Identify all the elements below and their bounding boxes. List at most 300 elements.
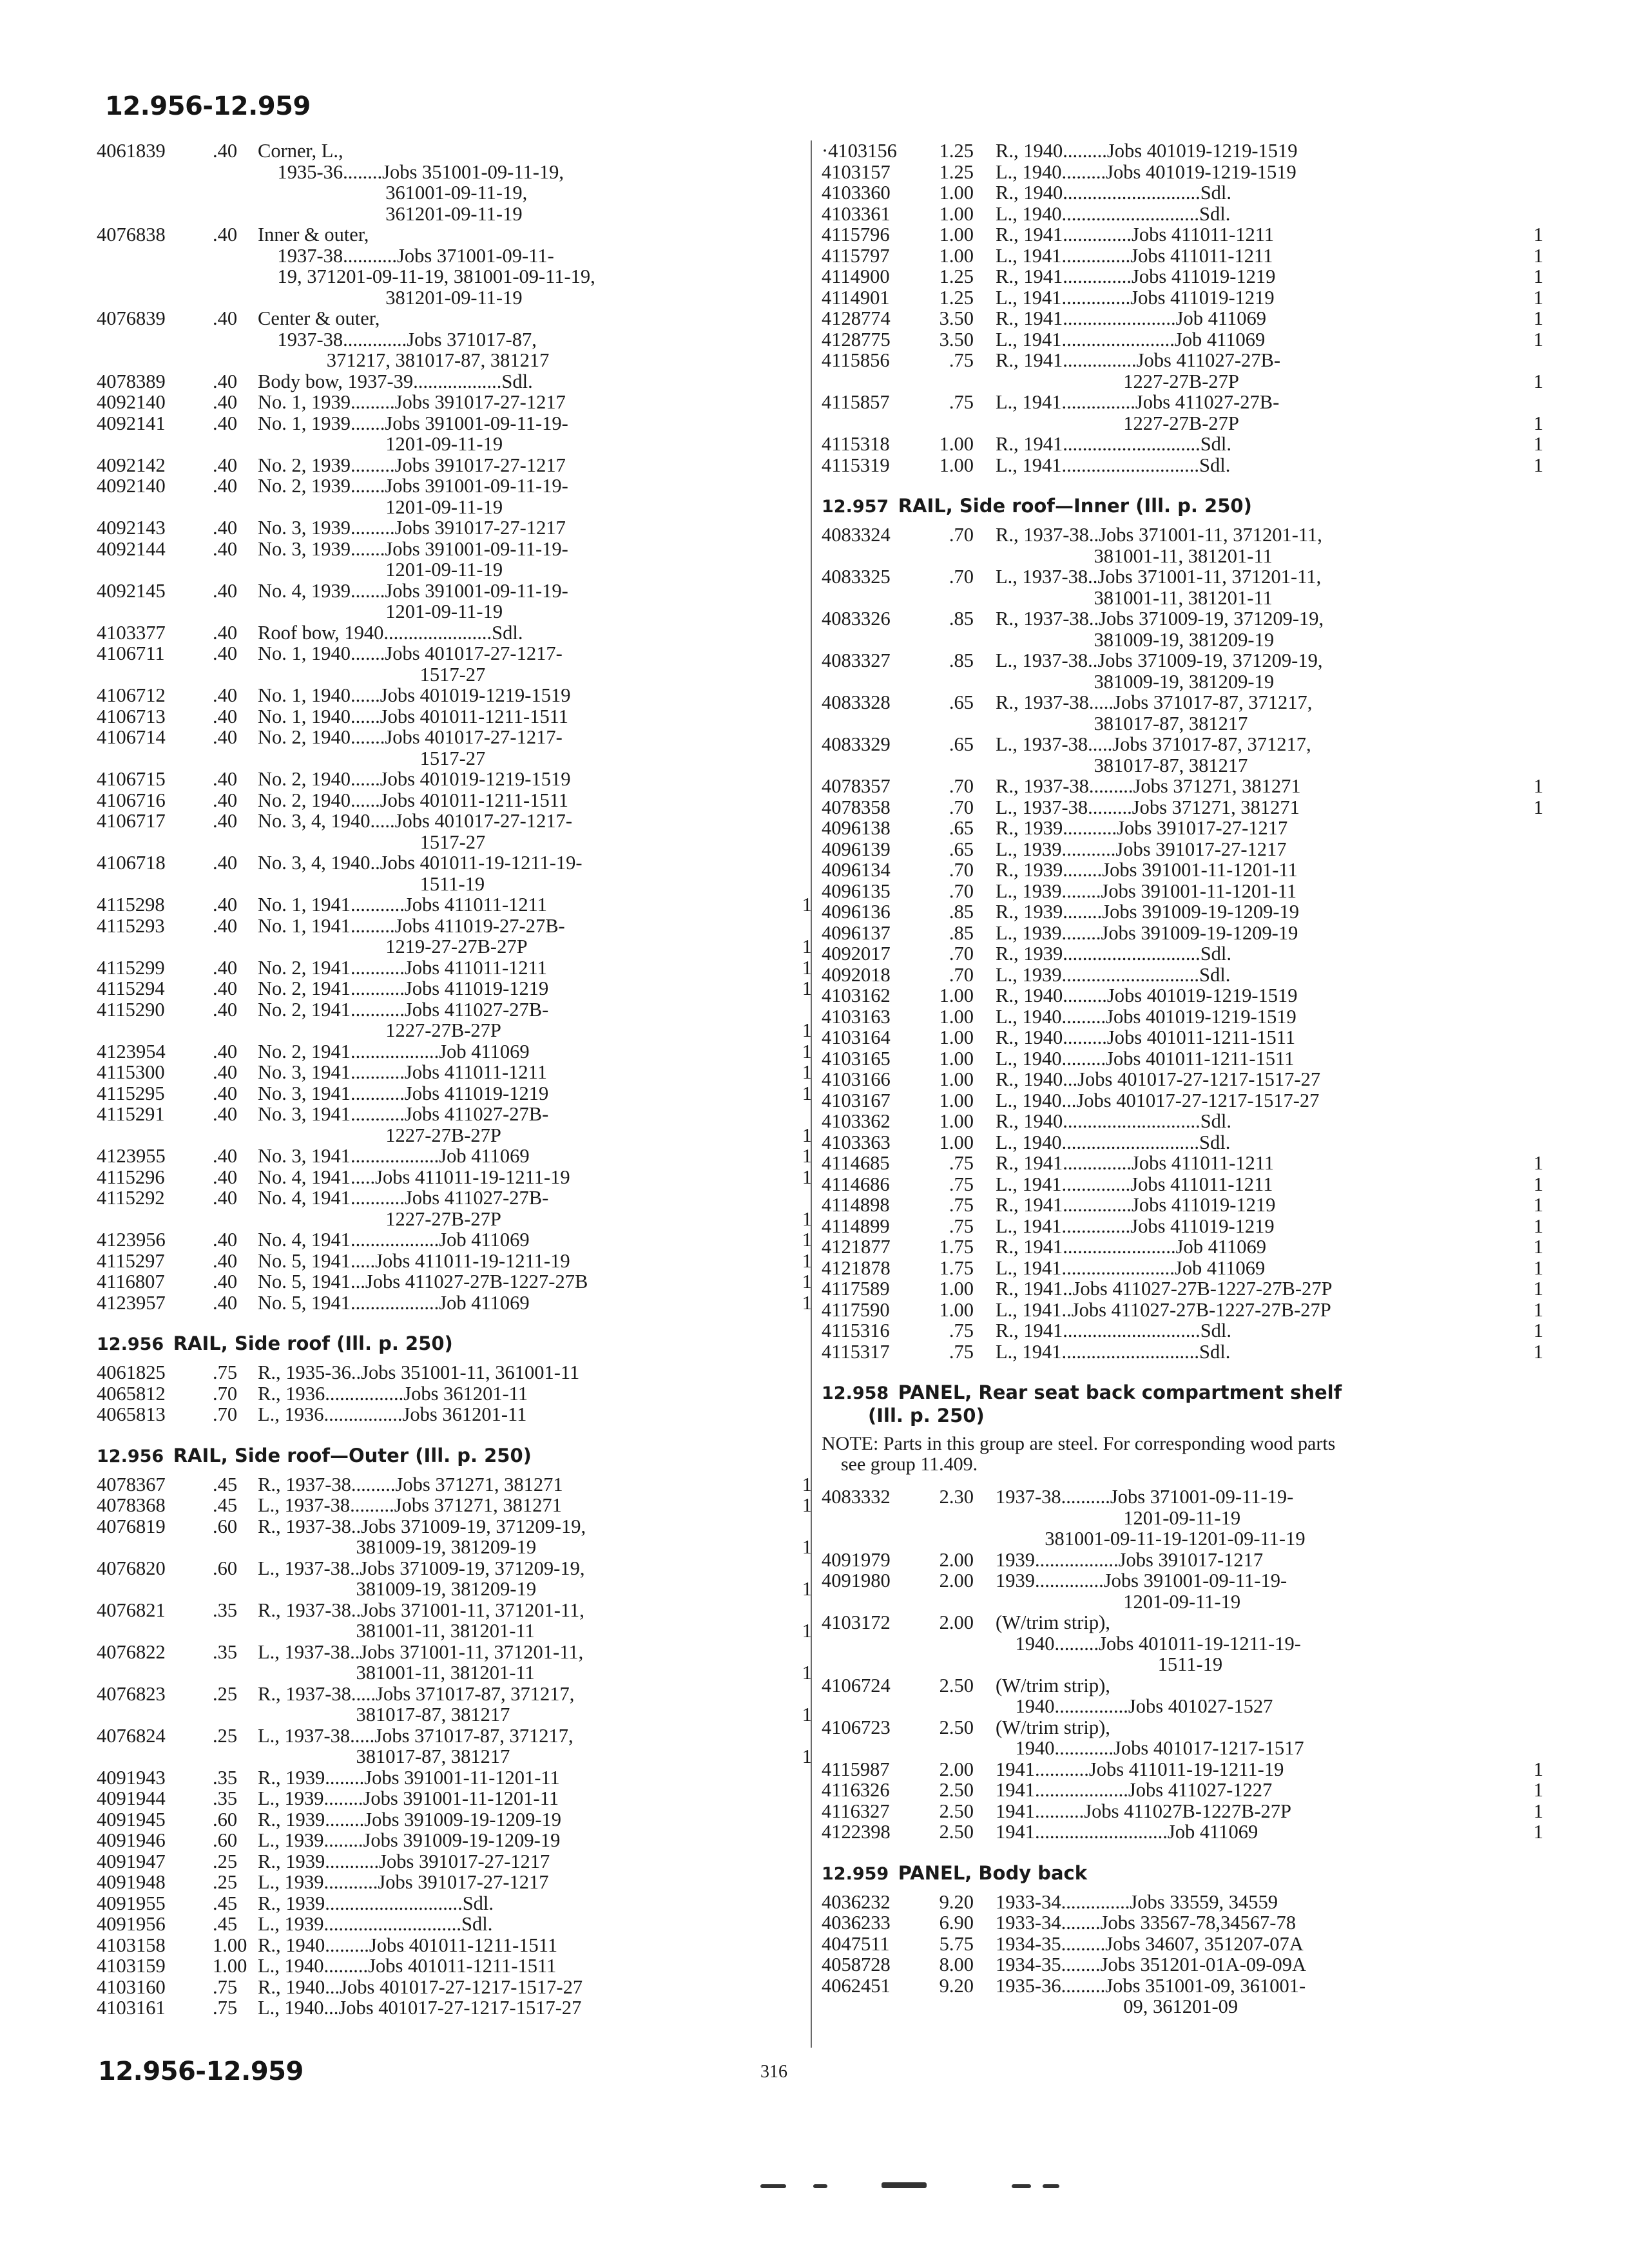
catalog-entry-line	[97, 622, 812, 644]
part-number: 4078389	[97, 370, 166, 392]
catalog-entry-line	[97, 1020, 812, 1041]
catalog-entry-line	[97, 287, 812, 309]
part-number: 4103164	[822, 1026, 891, 1048]
description: 1227-27B-27P	[996, 412, 1239, 434]
part-number: 4078357	[822, 775, 891, 797]
quantity: 1	[802, 1291, 812, 1314]
catalog-entry-line	[97, 1474, 812, 1495]
catalog-entry-line	[822, 776, 1543, 797]
catalog-entry-line	[97, 685, 812, 706]
catalog-entry-line	[97, 1809, 812, 1831]
description: Inner & outer,	[258, 224, 369, 245]
part-number: 4058728	[822, 1954, 891, 1975]
part-number: 4106724	[822, 1674, 891, 1696]
quantity: 1	[1533, 265, 1543, 287]
price: .75	[949, 349, 974, 371]
description: L., 1940...Jobs 401017-27-1217-1517-27	[996, 1089, 1320, 1111]
catalog-entry-line	[822, 629, 1543, 651]
page-header-top: 12.956-12.959	[105, 91, 311, 121]
catalog-entry-line	[822, 1195, 1543, 1216]
price: 1.00	[939, 1298, 974, 1321]
part-number: 4106713	[97, 705, 166, 727]
description: 1940............Jobs 401017-1217-1517	[996, 1737, 1304, 1759]
price: 1.25	[939, 160, 974, 183]
description: R., 1940.........Jobs 401011-1211-1511	[996, 1026, 1296, 1048]
part-number: 4115318	[822, 433, 890, 455]
price: .45	[213, 1892, 238, 1914]
part-number: 4083329	[822, 733, 891, 755]
catalog-entry-line	[97, 1935, 812, 1956]
description: No. 1, 1939.........Jobs 391017-27-1217	[258, 391, 566, 413]
price: .40	[213, 998, 238, 1021]
part-number: 4123956	[97, 1229, 166, 1251]
quantity: 1	[1533, 1320, 1543, 1341]
part-number: 4115297	[97, 1249, 165, 1272]
part-number: 4114898	[822, 1194, 890, 1216]
quantity: 1	[802, 1207, 812, 1230]
catalog-entry-line	[822, 818, 1543, 839]
catalog-entry-line	[97, 1229, 812, 1251]
section-heading-12-956-side-roof	[97, 1332, 812, 1356]
part-number: 4114901	[822, 286, 890, 309]
description: L., 1939........Jobs 391001-11-1201-11	[258, 1787, 559, 1809]
catalog-entry-line	[97, 413, 812, 434]
scan-mark	[760, 2184, 786, 2188]
catalog-entry-line	[97, 1684, 812, 1705]
quantity: 1	[1533, 286, 1543, 309]
price: .75	[949, 1194, 974, 1216]
catalog-entry-line	[822, 671, 1543, 693]
quantity: 1	[802, 1082, 812, 1104]
price: 8.00	[939, 1954, 974, 1975]
catalog-entry-line	[97, 1914, 812, 1935]
price: .85	[949, 649, 974, 671]
price: .40	[213, 977, 238, 999]
price: 2.00	[939, 1570, 974, 1591]
quantity: 1	[1533, 1340, 1543, 1363]
part-number: 4117590	[822, 1298, 890, 1321]
price: .85	[949, 901, 974, 923]
description: No. 2, 1940......Jobs 401019-1219-1519	[258, 768, 571, 790]
part-number: 4115292	[97, 1187, 165, 1209]
price: .40	[213, 537, 238, 560]
catalog-entry-line	[822, 1570, 1543, 1591]
price: .40	[213, 391, 238, 413]
description: 1511-19	[996, 1653, 1223, 1675]
price: .40	[213, 454, 238, 476]
catalog-entry-line	[822, 1320, 1543, 1341]
left-entries-side-roof	[97, 1362, 812, 1425]
price: .40	[213, 1103, 238, 1125]
catalog-entry-line	[97, 162, 812, 183]
catalog-entry-line	[97, 224, 812, 245]
description: 361201-09-11-19	[258, 202, 523, 225]
catalog-entry-line	[97, 1293, 812, 1314]
description: 381017-87, 381217	[996, 754, 1248, 776]
price: .40	[213, 810, 238, 832]
description: L., 1937-38..Jobs 371001-11, 371201-11,	[996, 566, 1322, 588]
description: L., 1941...............Jobs 411027-27B-	[996, 391, 1280, 413]
part-number: 4092140	[97, 391, 166, 413]
part-number: 4091943	[97, 1766, 166, 1789]
price: .60	[213, 1515, 238, 1537]
part-number: 4115857	[822, 391, 890, 413]
description: 1935-36.........Jobs 351001-09, 361001-	[996, 1974, 1306, 1997]
section-title-line-2: (Ill. p. 250)	[868, 1405, 985, 1427]
scan-mark	[882, 2182, 927, 2188]
section-title: Side roof (Ill. p. 250)	[227, 1332, 453, 1354]
part-number: 4103163	[822, 1005, 891, 1028]
price: .40	[213, 1082, 238, 1104]
description: R., 1941..............Jobs 411011-1211	[996, 1152, 1275, 1174]
price: .40	[213, 1040, 238, 1062]
description: (W/trim strip),	[996, 1716, 1110, 1738]
catalog-entry-line	[97, 350, 812, 371]
price: 1.00	[939, 1278, 974, 1300]
catalog-entry-line	[822, 140, 1543, 162]
description: L., 1939........Jobs 391009-19-1209-19	[258, 1829, 561, 1851]
quantity: 1	[802, 977, 812, 999]
description: L., 1937-38.........Jobs 371271, 381271	[258, 1494, 562, 1516]
catalog-entry-line	[97, 643, 812, 664]
catalog-entry-line	[822, 1975, 1543, 1997]
description: 381009-19, 381209-19	[996, 670, 1275, 693]
description: No. 1, 1940......Jobs 401011-1211-1511	[258, 705, 569, 727]
part-number: 4115295	[97, 1082, 165, 1104]
description: R., 1941.......................Job 411069	[996, 1236, 1266, 1258]
description: L., 1941.......................Job 411069	[996, 328, 1266, 351]
price: 1.00	[939, 244, 974, 267]
catalog-entry-line	[822, 245, 1543, 267]
description: R., 1941..............Jobs 411019-1219	[996, 1194, 1276, 1216]
description: 1933-34........Jobs 33567-78,34567-78	[996, 1912, 1296, 1934]
description: No. 3, 1939.......Jobs 391001-09-11-19-	[258, 537, 568, 560]
section-name: RAIL,	[898, 495, 953, 517]
catalog-entry-line	[97, 581, 812, 602]
price: .45	[213, 1494, 238, 1516]
description: No. 3, 1941...........Jobs 411019-1219	[258, 1082, 549, 1104]
price: .70	[949, 775, 974, 797]
catalog-entry-line	[97, 1167, 812, 1188]
catalog-entry-line	[97, 727, 812, 748]
catalog-entry-line	[822, 1738, 1543, 1759]
price: 1.25	[939, 140, 974, 162]
catalog-entry-line	[822, 162, 1543, 183]
price: 2.00	[939, 1758, 974, 1780]
price: .40	[213, 705, 238, 727]
part-number: 4115300	[97, 1061, 165, 1083]
part-number: 4076819	[97, 1515, 166, 1537]
part-number: 4083328	[822, 691, 891, 713]
price: .85	[949, 921, 974, 944]
part-number: 4076838	[97, 224, 166, 245]
description: Roof bow, 1940......................Sdl.	[258, 621, 523, 644]
description: 1201-09-11-19	[996, 1590, 1241, 1613]
part-number: 4091947	[97, 1850, 166, 1872]
price: .40	[213, 1187, 238, 1209]
part-number: 4076823	[97, 1682, 166, 1705]
quantity: 1	[1533, 1758, 1543, 1780]
description: 1227-27B-27P	[258, 1019, 501, 1041]
quantity: 1	[802, 894, 812, 916]
price: .40	[213, 475, 238, 497]
catalog-entry-line	[822, 434, 1543, 455]
description: Center & outer,	[258, 307, 380, 329]
section-title: Side roof—Outer (Ill. p. 250)	[227, 1444, 532, 1466]
catalog-entry-line	[822, 1780, 1543, 1801]
description: R., 1937-38.....Jobs 371017-87, 371217,	[996, 691, 1313, 713]
price: 1.00	[939, 1110, 974, 1132]
price: .40	[213, 956, 238, 979]
price: .40	[213, 621, 238, 644]
description: L., 1937-38..Jobs 371009-19, 371209-19,	[996, 649, 1323, 671]
section-heading-12-958	[822, 1381, 1543, 1427]
right-entries-shelf	[822, 1486, 1543, 1843]
catalog-entry-line	[822, 1633, 1543, 1655]
part-number: 4103377	[97, 621, 166, 644]
part-number: 4091946	[97, 1829, 166, 1851]
description: 1517-27	[258, 831, 486, 853]
catalog-entry-line	[822, 287, 1543, 309]
quantity: 1	[1533, 796, 1543, 818]
catalog-entry-line	[822, 1717, 1543, 1738]
part-number: 4092142	[97, 454, 166, 476]
catalog-entry-line	[97, 392, 812, 413]
description: 1201-09-11-19	[258, 433, 503, 455]
part-number: ·4103156	[822, 140, 897, 162]
catalog-entry-line	[822, 1341, 1543, 1363]
price: .85	[949, 608, 974, 629]
price: 1.75	[939, 1256, 974, 1279]
description: R., 1939........Jobs 391009-19-1209-19	[996, 901, 1300, 923]
catalog-entry-line	[822, 985, 1543, 1006]
left-entries	[97, 140, 812, 1313]
catalog-entry-line	[822, 1300, 1543, 1321]
quantity: 1	[802, 1061, 812, 1083]
quantity: 1	[802, 1536, 812, 1558]
catalog-entry-line	[822, 860, 1543, 881]
description: R., 1937-38.........Jobs 371271, 381271	[258, 1473, 563, 1495]
price: 1.00	[939, 1026, 974, 1048]
price: .40	[213, 1229, 238, 1251]
catalog-entry-line	[822, 1591, 1543, 1613]
catalog-entry-line	[822, 965, 1543, 986]
part-number: 4114685	[822, 1152, 890, 1174]
catalog-entry-line	[822, 546, 1543, 567]
description: L., 1940.........Jobs 401011-1211-1511	[258, 1955, 557, 1977]
quantity: 1	[1533, 1779, 1543, 1801]
price: .25	[213, 1850, 238, 1872]
price: 1.00	[939, 454, 974, 476]
part-number: 4115319	[822, 454, 890, 476]
catalog-entry-line	[822, 1954, 1543, 1975]
part-number: 4115987	[822, 1758, 890, 1780]
price: 1.25	[939, 265, 974, 287]
part-number: 4092144	[97, 537, 166, 560]
price: .75	[949, 1215, 974, 1237]
description: R., 1941..............Jobs 411019-1219	[996, 265, 1276, 287]
description: 1940.........Jobs 401011-19-1211-19-	[996, 1632, 1301, 1655]
description: L., 1936................Jobs 361201-11	[258, 1403, 527, 1425]
catalog-entry-line	[97, 308, 812, 329]
part-number: 4062451	[822, 1974, 891, 1997]
catalog-entry-line	[97, 476, 812, 497]
catalog-entry-line	[822, 1111, 1543, 1132]
part-number: 4076839	[97, 307, 166, 329]
catalog-entry-line	[822, 734, 1543, 755]
part-number: 4106715	[97, 768, 166, 790]
part-number: 4096135	[822, 879, 891, 902]
catalog-entry-line	[97, 1104, 812, 1125]
catalog-entry-line	[822, 1236, 1543, 1258]
catalog-entry-line	[97, 1600, 812, 1621]
description: (W/trim strip),	[996, 1611, 1110, 1633]
price: 9.20	[939, 1890, 974, 1913]
description: 19, 371201-09-11-19, 381001-09-11-19,	[258, 265, 595, 287]
description: R., 1941............................Sdl.	[996, 433, 1232, 455]
description: R., 1939...........Jobs 391017-27-1217	[258, 1850, 550, 1872]
price: 2.00	[939, 1611, 974, 1633]
catalog-entry-line	[822, 588, 1543, 609]
description: R., 1939...........Jobs 391017-27-1217	[996, 817, 1288, 839]
part-number: 4106723	[822, 1716, 891, 1738]
catalog-entry-line	[97, 245, 812, 267]
description: R., 1939............................Sdl.	[996, 943, 1232, 965]
catalog-entry-line	[97, 1083, 812, 1104]
part-number: 4103165	[822, 1047, 891, 1070]
section-number: 12.956	[97, 1334, 164, 1354]
catalog-entry-line	[822, 329, 1543, 351]
part-number: 4092141	[97, 412, 166, 434]
catalog-entry-line	[97, 1558, 812, 1579]
catalog-entry-line	[822, 1508, 1543, 1529]
catalog-entry-line	[97, 1271, 812, 1293]
price: 1.00	[939, 1005, 974, 1028]
part-number: 4115796	[822, 224, 890, 245]
description: L., 1941..............Jobs 411011-1211	[996, 1173, 1273, 1195]
quantity: 1	[802, 956, 812, 979]
left-column	[97, 140, 812, 2019]
description: R., 1939............................Sdl.	[258, 1892, 494, 1914]
price: .75	[949, 391, 974, 413]
price: 9.20	[939, 1974, 974, 1997]
price: .70	[949, 859, 974, 881]
catalog-entry-line	[822, 1550, 1543, 1571]
catalog-entry-line	[97, 706, 812, 727]
description: 381201-09-11-19	[258, 286, 523, 309]
section-name: PANEL,	[898, 1381, 972, 1403]
description: 1939.................Jobs 391017-1217	[996, 1548, 1264, 1571]
catalog-entry-line	[97, 748, 812, 769]
description: L., 1939...........Jobs 391017-27-1217	[996, 838, 1287, 860]
catalog-entry-line	[822, 308, 1543, 329]
description: 1941...........................Job 411069	[996, 1821, 1258, 1843]
description: 381001-09-11-19-1201-09-11-19	[996, 1528, 1306, 1550]
catalog-entry-line	[822, 1216, 1543, 1237]
catalog-entry-line	[97, 140, 812, 162]
catalog-entry-line	[97, 1893, 812, 1914]
catalog-entry-line	[97, 999, 812, 1021]
catalog-entry-line	[822, 797, 1543, 818]
quantity: 1	[1533, 433, 1543, 455]
part-number: 4083325	[822, 566, 891, 588]
catalog-entry-line	[822, 1528, 1543, 1550]
description: L., 1941..............Jobs 411011-1211	[996, 244, 1273, 267]
catalog-entry-line	[97, 1725, 812, 1747]
description: R., 1939........Jobs 391009-19-1209-19	[258, 1808, 562, 1831]
quantity: 1	[1533, 1821, 1543, 1843]
price: 1.00	[213, 1934, 247, 1956]
catalog-entry-line	[97, 1579, 812, 1600]
part-number: 4103159	[97, 1955, 166, 1977]
description: No. 4, 1939.......Jobs 391001-09-11-19-	[258, 579, 568, 602]
description: R., 1941..............Jobs 411011-1211	[996, 224, 1275, 245]
quantity: 1	[802, 1145, 812, 1167]
description: 1511-19	[258, 872, 485, 895]
part-number: 4061839	[97, 140, 166, 162]
price: 2.50	[939, 1674, 974, 1696]
catalog-entry-line	[822, 566, 1543, 588]
description: 1937-38..........Jobs 371001-09-11-19-	[996, 1486, 1294, 1508]
description: No. 3, 4, 1940.....Jobs 401017-27-1217-	[258, 810, 572, 832]
catalog-entry-line	[822, 204, 1543, 225]
description: 381009-19, 381209-19	[996, 628, 1275, 651]
catalog-entry-line	[97, 1642, 812, 1663]
catalog-entry-line	[822, 182, 1543, 204]
price: .65	[949, 733, 974, 755]
catalog-entry-line	[822, 713, 1543, 735]
catalog-entry-line	[97, 1516, 812, 1537]
price: .40	[213, 1291, 238, 1314]
catalog-entry-line	[97, 1767, 812, 1789]
description: L., 1937-38.........Jobs 371271, 381271	[996, 796, 1300, 818]
price: 1.00	[939, 224, 974, 245]
quantity: 1	[1533, 1194, 1543, 1216]
catalog-entry-line	[97, 1062, 812, 1083]
description: No. 2, 1940......Jobs 401011-1211-1511	[258, 789, 569, 811]
price: .70	[949, 566, 974, 588]
catalog-entry-line	[822, 608, 1543, 629]
price: .35	[213, 1787, 238, 1809]
part-number: 4117589	[822, 1278, 890, 1300]
part-number: 4036233	[822, 1912, 891, 1934]
catalog-entry-line	[822, 1612, 1543, 1633]
description: R., 1936................Jobs 361201-11	[258, 1382, 528, 1405]
catalog-entry-line	[97, 1662, 812, 1684]
price: 6.90	[939, 1912, 974, 1934]
section-name: RAIL,	[173, 1332, 228, 1354]
section-heading-12-956-side-roof-outer	[97, 1445, 812, 1468]
quantity: 1	[1533, 454, 1543, 476]
catalog-entry-line	[97, 769, 812, 790]
part-number: 4121878	[822, 1256, 891, 1279]
section-title: Rear seat back compartment shelf	[972, 1381, 1342, 1403]
price: .40	[213, 914, 238, 937]
price: 1.00	[939, 433, 974, 455]
description: L., 1940............................Sdl.	[996, 202, 1231, 225]
description: R., 1940............................Sdl.	[996, 182, 1232, 204]
catalog-entry-line	[97, 1788, 812, 1809]
price: .75	[949, 1320, 974, 1341]
page-header-bottom: 12.956-12.959	[98, 2057, 304, 2086]
price: 1.75	[939, 1236, 974, 1258]
catalog-entry-line	[822, 1801, 1543, 1822]
part-number: 4103166	[822, 1068, 891, 1090]
description: 361001-09-11-19,	[258, 182, 528, 204]
catalog-entry-line	[97, 1704, 812, 1725]
description: 1935-36........Jobs 351001-09-11-19,	[258, 160, 564, 183]
description: 1933-34..............Jobs 33559, 34559	[996, 1890, 1278, 1913]
